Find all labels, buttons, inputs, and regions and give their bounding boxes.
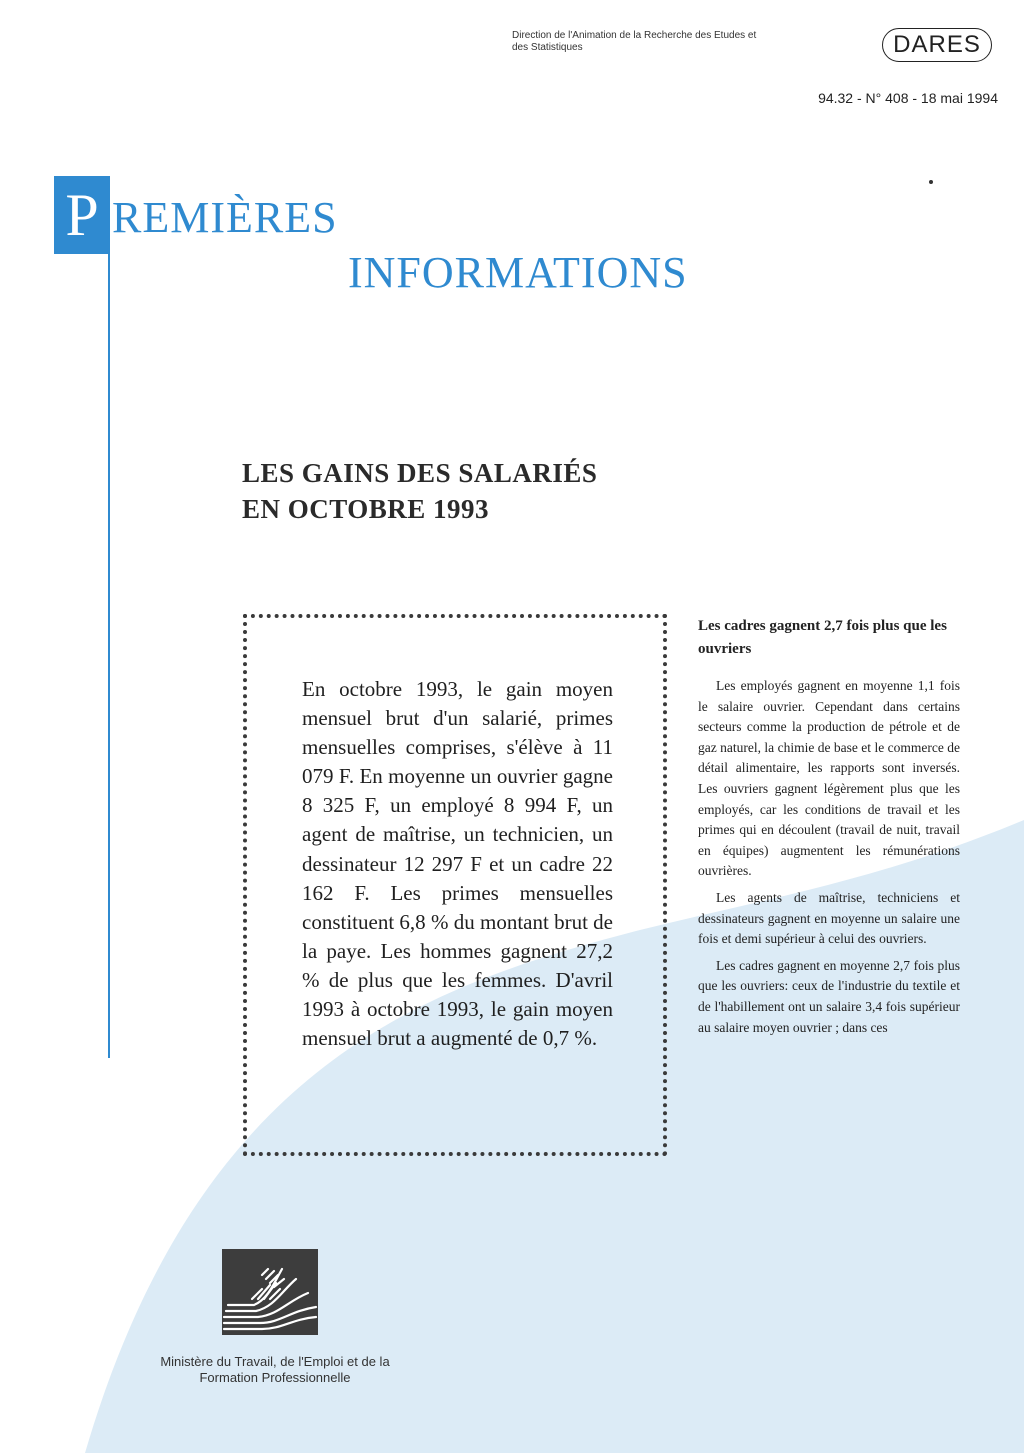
section-heading: Les cadres gagnent 2,7 fois plus que les ouvriers (698, 618, 947, 657)
dot-mark (929, 180, 933, 184)
ministry-logo-icon (222, 1249, 318, 1335)
headline-line1: LES GAINS DES SALARIÉS (242, 458, 598, 488)
headline-line2: EN OCTOBRE 1993 (242, 494, 490, 524)
masthead-title-line1: REMIÈRES (112, 193, 338, 242)
body-paragraph: Les employés gagnent en moyenne 1,1 fois le salaire ouvrier. Cependant dans certains secteurs comme la production de pétrole et de gaz naturel, la chimie de base et le commerce de détail alimentaire, les rapports sont inversés. Les ouvriers gagnent légèrement plus que les employés, car les conditions de travail et les primes qui en découlent (travail de nuit, travail en équipes) augmentent les rémunérations ouvrières. (698, 678, 960, 879)
summary-text: En octobre 1993, le gain moyen mensuel brut d'un salarié, primes mensuelles comprises, s'élève à 11 079 F. En moyenne un ouvrier gagne 8 325 F, un employé 8 994 F, un agent de maîtrise, un technicien, un dessinateur 12 297 F et un cadre 22 162 F. Les primes mensuelles constituent 6,8 % du montant brut de la paye. Les hommes gagnent 27,2 % de plus que les femmes. D'avril 1993 à octobre 1993, le gain moyen mensuel brut a augmenté de 0,7 %. (302, 677, 613, 1051)
body-paragraph: Les agents de maîtrise, techniciens et dessinateurs gagnent en moyenne un salaire une fois et demi supérieur à celui des ouvriers. (698, 889, 960, 947)
body-text-column (698, 676, 960, 1044)
ministry-name: Ministère du Travail, de l'Emploi et de la Formation Professionnelle (160, 1354, 390, 1385)
dares-logo: DARES (882, 28, 992, 62)
issue-reference: 94.32 - N° 408 - 18 mai 1994 (818, 90, 998, 106)
masthead-title-line2: INFORMATIONS (348, 248, 688, 297)
organization-name: Direction de l'Animation de la Recherche des Etudes et des Statistiques (512, 30, 757, 53)
masthead-initial: P (65, 182, 99, 248)
body-paragraph: Les cadres gagnent en moyenne 2,7 fois plus que les ouvriers: ceux de l'industrie du textile et de l'habillement ont un salaire 3,4 fois supérieur au salaire moyen ouvrier ; dans ces (698, 957, 960, 1035)
vertical-rule (108, 254, 110, 1058)
